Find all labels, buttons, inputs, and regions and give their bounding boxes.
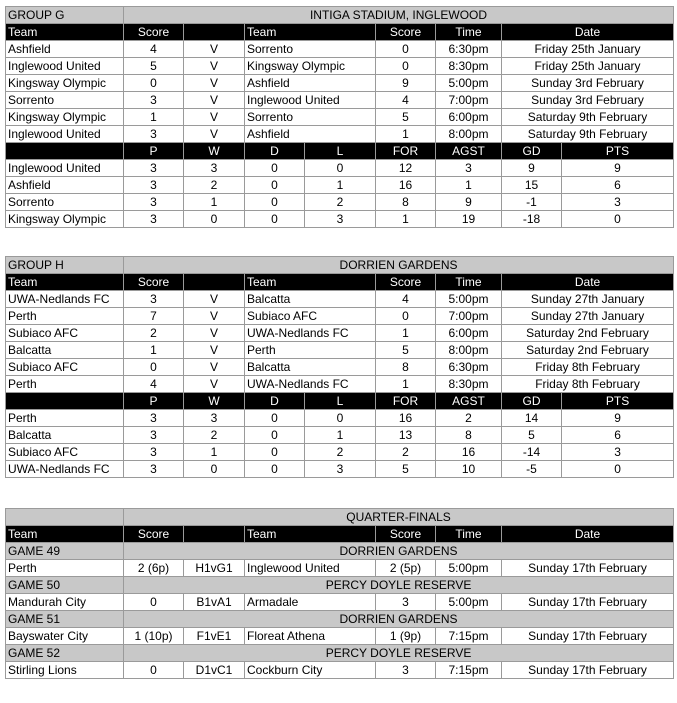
goal-difference: -14 xyxy=(502,444,562,461)
qf-title-row xyxy=(6,509,674,526)
matchup-code: D1vC1 xyxy=(184,662,245,679)
match-date: Saturday 2nd February xyxy=(502,325,674,342)
game-number: GAME 49 xyxy=(6,543,124,560)
home-score: 0 xyxy=(124,75,184,92)
away-score: 5 xyxy=(376,342,436,359)
header-d: D xyxy=(245,393,305,410)
header-team: Team xyxy=(6,526,124,543)
group-name: GROUP H xyxy=(6,257,124,274)
kickoff-time: 6:00pm xyxy=(436,109,502,126)
qf-game-header xyxy=(6,611,674,628)
played: 3 xyxy=(124,177,184,194)
match-date: Sunday 17th February xyxy=(502,628,674,645)
header-l: L xyxy=(305,393,376,410)
home-score: 3 xyxy=(124,92,184,109)
qf-game-row xyxy=(6,560,674,577)
header-agst: AGST xyxy=(436,143,502,160)
group-venue: DORRIEN GARDENS xyxy=(124,257,674,274)
header-w: W xyxy=(184,393,245,410)
qf-game-header xyxy=(6,543,674,560)
home-score: 7 xyxy=(124,308,184,325)
game-venue: PERCY DOYLE RESERVE xyxy=(124,577,674,594)
header-p: P xyxy=(124,143,184,160)
home-score: 1 xyxy=(124,109,184,126)
match-date: Friday 25th January xyxy=(502,58,674,75)
kickoff-time: 5:00pm xyxy=(436,560,502,577)
won: 3 xyxy=(184,160,245,177)
drawn: 0 xyxy=(245,410,305,427)
away-team: Perth xyxy=(245,342,376,359)
goals-for: 13 xyxy=(376,427,436,444)
away-team: Ashfield xyxy=(245,75,376,92)
header-score2: Score xyxy=(376,274,436,291)
header-team2: Team xyxy=(245,24,376,41)
goals-against: 3 xyxy=(436,160,502,177)
goal-difference: 14 xyxy=(502,410,562,427)
matchup-code: H1vG1 xyxy=(184,560,245,577)
drawn: 0 xyxy=(245,211,305,228)
standings-team: Balcatta xyxy=(6,427,124,444)
header-blank xyxy=(184,274,245,291)
fixture-row xyxy=(6,325,674,342)
home-team: Kingsway Olympic xyxy=(6,75,124,92)
kickoff-time: 6:30pm xyxy=(436,41,502,58)
away-team: Kingsway Olympic xyxy=(245,58,376,75)
away-team: Cockburn City xyxy=(245,662,376,679)
game-venue: DORRIEN GARDENS xyxy=(124,543,674,560)
header-for: FOR xyxy=(376,143,436,160)
home-team: Balcatta xyxy=(6,342,124,359)
versus-label: V xyxy=(184,109,245,126)
points: 9 xyxy=(562,410,674,427)
header-score2: Score xyxy=(376,24,436,41)
header-gd: GD xyxy=(502,393,562,410)
won: 2 xyxy=(184,427,245,444)
won: 0 xyxy=(184,461,245,478)
standings-team: Sorrento xyxy=(6,194,124,211)
away-score: 1 (9p) xyxy=(376,628,436,645)
versus-label: V xyxy=(184,41,245,58)
away-score: 1 xyxy=(376,126,436,143)
header-team2: Team xyxy=(245,526,376,543)
versus-label: V xyxy=(184,58,245,75)
home-team: Inglewood United xyxy=(6,58,124,75)
points: 3 xyxy=(562,444,674,461)
drawn: 0 xyxy=(245,194,305,211)
kickoff-time: 5:00pm xyxy=(436,291,502,308)
header-w: W xyxy=(184,143,245,160)
away-team: Balcatta xyxy=(245,359,376,376)
home-score: 0 xyxy=(124,359,184,376)
away-score: 8 xyxy=(376,359,436,376)
qf-game-row xyxy=(6,662,674,679)
match-date: Saturday 9th February xyxy=(502,126,674,143)
header-time: Time xyxy=(436,274,502,291)
home-team: Kingsway Olympic xyxy=(6,109,124,126)
home-team: Mandurah City xyxy=(6,594,124,611)
away-score: 0 xyxy=(376,308,436,325)
matchup-code: F1vE1 xyxy=(184,628,245,645)
quarter-finals-table xyxy=(5,508,674,679)
match-date: Sunday 17th February xyxy=(502,594,674,611)
match-date: Sunday 3rd February xyxy=(502,92,674,109)
drawn: 0 xyxy=(245,444,305,461)
header-for: FOR xyxy=(376,393,436,410)
game-number: GAME 52 xyxy=(6,645,124,662)
lost: 1 xyxy=(305,177,376,194)
fixture-row xyxy=(6,308,674,325)
goals-for: 16 xyxy=(376,410,436,427)
header-team: Team xyxy=(6,274,124,291)
header-gd: GD xyxy=(502,143,562,160)
away-score: 9 xyxy=(376,75,436,92)
goals-against: 1 xyxy=(436,177,502,194)
qf-game-header xyxy=(6,577,674,594)
standings-row xyxy=(6,160,674,177)
goal-difference: 9 xyxy=(502,160,562,177)
group-header xyxy=(6,7,674,24)
standings-row xyxy=(6,461,674,478)
goals-against: 16 xyxy=(436,444,502,461)
group-venue: INTIGA STADIUM, INGLEWOOD xyxy=(124,7,674,24)
points: 6 xyxy=(562,427,674,444)
home-team: Bayswater City xyxy=(6,628,124,645)
points: 6 xyxy=(562,177,674,194)
header-pts: PTS xyxy=(562,143,674,160)
home-score: 3 xyxy=(124,126,184,143)
fixture-row xyxy=(6,126,674,143)
qf-header-row xyxy=(6,526,674,543)
header-date: Date xyxy=(502,526,674,543)
header-l: L xyxy=(305,143,376,160)
home-team: UWA-Nedlands FC xyxy=(6,291,124,308)
drawn: 0 xyxy=(245,461,305,478)
goal-difference: -5 xyxy=(502,461,562,478)
standings-team: Perth xyxy=(6,410,124,427)
standings-row xyxy=(6,427,674,444)
standings-row xyxy=(6,211,674,228)
played: 3 xyxy=(124,160,184,177)
home-score: 4 xyxy=(124,376,184,393)
group-name: GROUP G xyxy=(6,7,124,24)
fixture-row xyxy=(6,58,674,75)
points: 3 xyxy=(562,194,674,211)
fixture-row xyxy=(6,359,674,376)
kickoff-time: 7:00pm xyxy=(436,308,502,325)
kickoff-time: 8:30pm xyxy=(436,58,502,75)
qf-game-row xyxy=(6,594,674,611)
goals-against: 10 xyxy=(436,461,502,478)
header-date: Date xyxy=(502,274,674,291)
goals-for: 12 xyxy=(376,160,436,177)
lost: 1 xyxy=(305,427,376,444)
header-blank xyxy=(6,393,124,410)
match-date: Sunday 27th January xyxy=(502,308,674,325)
away-score: 4 xyxy=(376,291,436,308)
game-venue: DORRIEN GARDENS xyxy=(124,611,674,628)
won: 1 xyxy=(184,194,245,211)
header-p: P xyxy=(124,393,184,410)
home-score: 5 xyxy=(124,58,184,75)
fixture-header-row xyxy=(6,24,674,41)
home-team: Sorrento xyxy=(6,92,124,109)
home-team: Ashfield xyxy=(6,41,124,58)
standings-header-row xyxy=(6,393,674,410)
away-score: 0 xyxy=(376,41,436,58)
home-team: Perth xyxy=(6,376,124,393)
match-date: Sunday 17th February xyxy=(502,560,674,577)
goal-difference: 15 xyxy=(502,177,562,194)
versus-label: V xyxy=(184,291,245,308)
matchup-code: B1vA1 xyxy=(184,594,245,611)
versus-label: V xyxy=(184,126,245,143)
away-team: Sorrento xyxy=(245,109,376,126)
fixture-row xyxy=(6,376,674,393)
goals-for: 5 xyxy=(376,461,436,478)
versus-label: V xyxy=(184,308,245,325)
header-blank xyxy=(184,526,245,543)
game-number: GAME 51 xyxy=(6,611,124,628)
goals-for: 16 xyxy=(376,177,436,194)
match-date: Friday 8th February xyxy=(502,359,674,376)
home-score: 1 (10p) xyxy=(124,628,184,645)
kickoff-time: 7:15pm xyxy=(436,662,502,679)
versus-label: V xyxy=(184,325,245,342)
away-team: Sorrento xyxy=(245,41,376,58)
away-score: 3 xyxy=(376,662,436,679)
away-score: 1 xyxy=(376,325,436,342)
kickoff-time: 8:30pm xyxy=(436,376,502,393)
match-date: Friday 8th February xyxy=(502,376,674,393)
drawn: 0 xyxy=(245,427,305,444)
standings-team: UWA-Nedlands FC xyxy=(6,461,124,478)
fixture-row xyxy=(6,291,674,308)
points: 0 xyxy=(562,211,674,228)
lost: 2 xyxy=(305,444,376,461)
versus-label: V xyxy=(184,359,245,376)
home-score: 4 xyxy=(124,41,184,58)
header-agst: AGST xyxy=(436,393,502,410)
home-score: 2 xyxy=(124,325,184,342)
home-score: 1 xyxy=(124,342,184,359)
versus-label: V xyxy=(184,75,245,92)
qf-game-row xyxy=(6,628,674,645)
qf-title: QUARTER-FINALS xyxy=(124,509,674,526)
away-score: 2 (5p) xyxy=(376,560,436,577)
standings-row xyxy=(6,444,674,461)
lost: 0 xyxy=(305,410,376,427)
kickoff-time: 7:15pm xyxy=(436,628,502,645)
fixture-row xyxy=(6,41,674,58)
played: 3 xyxy=(124,461,184,478)
game-venue: PERCY DOYLE RESERVE xyxy=(124,645,674,662)
away-score: 3 xyxy=(376,594,436,611)
away-team: Armadale xyxy=(245,594,376,611)
home-team: Inglewood United xyxy=(6,126,124,143)
away-team: UWA-Nedlands FC xyxy=(245,376,376,393)
standings-team: Kingsway Olympic xyxy=(6,211,124,228)
home-team: Subiaco AFC xyxy=(6,359,124,376)
group-h-table xyxy=(5,256,674,478)
fixture-row xyxy=(6,92,674,109)
header-date: Date xyxy=(502,24,674,41)
match-date: Sunday 27th January xyxy=(502,291,674,308)
home-team: Subiaco AFC xyxy=(6,325,124,342)
header-score: Score xyxy=(124,24,184,41)
versus-label: V xyxy=(184,342,245,359)
standings-header-row xyxy=(6,143,674,160)
qf-game-header xyxy=(6,645,674,662)
goals-against: 9 xyxy=(436,194,502,211)
versus-label: V xyxy=(184,92,245,109)
standings-row xyxy=(6,177,674,194)
match-date: Sunday 3rd February xyxy=(502,75,674,92)
qf-title-blank xyxy=(6,509,124,526)
played: 3 xyxy=(124,410,184,427)
game-number: GAME 50 xyxy=(6,577,124,594)
header-score: Score xyxy=(124,274,184,291)
kickoff-time: 7:00pm xyxy=(436,92,502,109)
home-score: 3 xyxy=(124,291,184,308)
home-score: 0 xyxy=(124,662,184,679)
away-score: 1 xyxy=(376,376,436,393)
kickoff-time: 6:00pm xyxy=(436,325,502,342)
lost: 3 xyxy=(305,211,376,228)
standings-row xyxy=(6,194,674,211)
header-time: Time xyxy=(436,526,502,543)
lost: 0 xyxy=(305,160,376,177)
group-header xyxy=(6,257,674,274)
won: 1 xyxy=(184,444,245,461)
played: 3 xyxy=(124,211,184,228)
match-date: Friday 25th January xyxy=(502,41,674,58)
standings-team: Subiaco AFC xyxy=(6,444,124,461)
goal-difference: 5 xyxy=(502,427,562,444)
goals-against: 8 xyxy=(436,427,502,444)
header-score: Score xyxy=(124,526,184,543)
home-team: Perth xyxy=(6,560,124,577)
points: 0 xyxy=(562,461,674,478)
won: 2 xyxy=(184,177,245,194)
standings-row xyxy=(6,410,674,427)
lost: 3 xyxy=(305,461,376,478)
kickoff-time: 6:30pm xyxy=(436,359,502,376)
home-team: Perth xyxy=(6,308,124,325)
goals-against: 19 xyxy=(436,211,502,228)
played: 3 xyxy=(124,194,184,211)
kickoff-time: 8:00pm xyxy=(436,342,502,359)
away-score: 0 xyxy=(376,58,436,75)
standings-team: Ashfield xyxy=(6,177,124,194)
goals-for: 2 xyxy=(376,444,436,461)
header-blank xyxy=(6,143,124,160)
away-team: Inglewood United xyxy=(245,560,376,577)
away-team: Floreat Athena xyxy=(245,628,376,645)
lost: 2 xyxy=(305,194,376,211)
away-team: Balcatta xyxy=(245,291,376,308)
goals-for: 1 xyxy=(376,211,436,228)
fixture-row xyxy=(6,109,674,126)
header-blank xyxy=(184,24,245,41)
played: 3 xyxy=(124,444,184,461)
drawn: 0 xyxy=(245,160,305,177)
goals-for: 8 xyxy=(376,194,436,211)
away-score: 5 xyxy=(376,109,436,126)
home-score: 0 xyxy=(124,594,184,611)
fixture-row xyxy=(6,342,674,359)
drawn: 0 xyxy=(245,177,305,194)
fixture-row xyxy=(6,75,674,92)
fixture-header-row xyxy=(6,274,674,291)
away-team: Ashfield xyxy=(245,126,376,143)
home-score: 2 (6p) xyxy=(124,560,184,577)
standings-team: Inglewood United xyxy=(6,160,124,177)
kickoff-time: 8:00pm xyxy=(436,126,502,143)
goals-against: 2 xyxy=(436,410,502,427)
away-score: 4 xyxy=(376,92,436,109)
home-team: Stirling Lions xyxy=(6,662,124,679)
header-d: D xyxy=(245,143,305,160)
header-score2: Score xyxy=(376,526,436,543)
points: 9 xyxy=(562,160,674,177)
header-team: Team xyxy=(6,24,124,41)
match-date: Saturday 9th February xyxy=(502,109,674,126)
match-date: Sunday 17th February xyxy=(502,662,674,679)
versus-label: V xyxy=(184,376,245,393)
away-team: UWA-Nedlands FC xyxy=(245,325,376,342)
won: 0 xyxy=(184,211,245,228)
away-team: Subiaco AFC xyxy=(245,308,376,325)
header-time: Time xyxy=(436,24,502,41)
group-g-table xyxy=(5,6,674,228)
header-pts: PTS xyxy=(562,393,674,410)
away-team: Inglewood United xyxy=(245,92,376,109)
kickoff-time: 5:00pm xyxy=(436,75,502,92)
match-date: Saturday 2nd February xyxy=(502,342,674,359)
goal-difference: -1 xyxy=(502,194,562,211)
kickoff-time: 5:00pm xyxy=(436,594,502,611)
goal-difference: -18 xyxy=(502,211,562,228)
played: 3 xyxy=(124,427,184,444)
won: 3 xyxy=(184,410,245,427)
header-team2: Team xyxy=(245,274,376,291)
